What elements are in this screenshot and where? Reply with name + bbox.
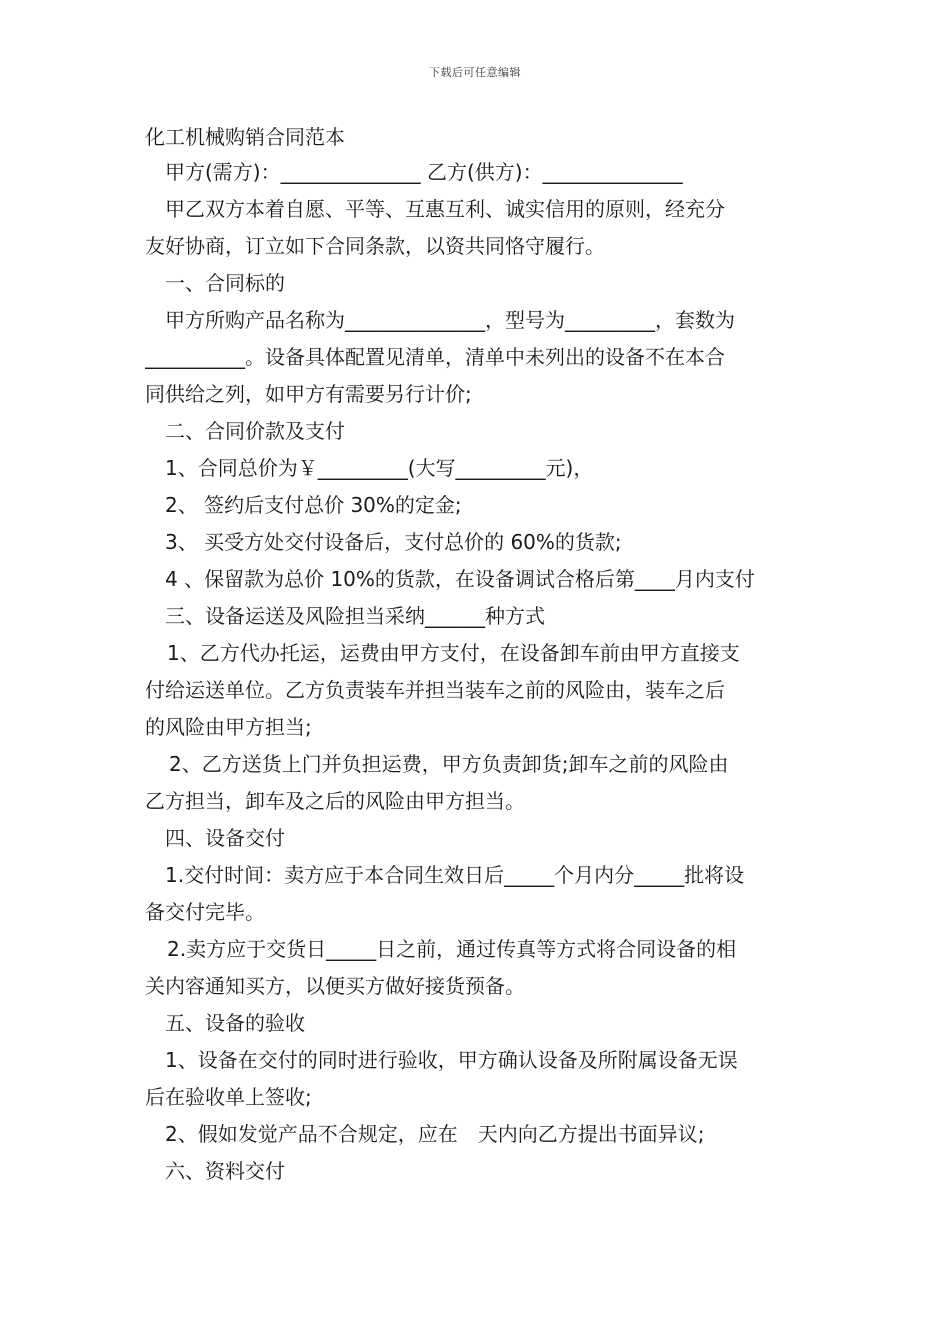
- clause-line: 2、 签约后支付总价 30%的定金;: [165, 493, 462, 517]
- clause-line: 2.卖方应于交货日_____日之前，通过传真等方式将合同设备的相: [167, 937, 737, 961]
- section-heading: 六、资料交付: [165, 1159, 285, 1183]
- clause-line: 1.交付时间：卖方应于本合同生效日后_____个月内分_____批将设: [165, 863, 745, 887]
- section-heading: 四、设备交付: [165, 826, 285, 850]
- contract-body: [145, 120, 810, 1190]
- paragraph-line: 关内容通知买方，以便买方做好接货预备。: [145, 974, 525, 998]
- section-heading: 三、设备运送及风险担当采纳______种方式: [165, 604, 545, 628]
- page-header-note: 下载后可任意编辑: [429, 66, 521, 79]
- document-title: 化工机械购销合同范本: [145, 125, 345, 149]
- paragraph-line: 同供给之列，如甲方有需要另行计价;: [145, 382, 472, 406]
- clause-line: 1、合同总价为￥_________(大写_________元)，: [165, 456, 594, 480]
- section-heading: 一、合同标的: [165, 271, 285, 295]
- paragraph-line: 友好协商，订立如下合同条款，以资共同恪守履行。: [145, 234, 605, 258]
- section-heading: 五、设备的验收: [165, 1011, 305, 1035]
- paragraph-line: 备交付完毕。: [145, 900, 265, 924]
- party-line: 甲方(需方)：______________ 乙方(供方)：______________: [165, 160, 683, 184]
- clause-line: 1、设备在交付的同时进行验收，甲方确认设备及所附属设备无误: [165, 1048, 738, 1072]
- paragraph-line: 后在验收单上签收;: [145, 1085, 312, 1109]
- clause-line: 2、乙方送货上门并负担运费，甲方负责卸货;卸车之前的风险由: [169, 752, 729, 776]
- paragraph-line: 付给运送单位。乙方负责装车并担当装车之前的风险由，装车之后: [145, 678, 725, 702]
- paragraph-line: 乙方担当，卸车及之后的风险由甲方担当。: [145, 789, 525, 813]
- clause-line: 3、 买受方处交付设备后，支付总价的 60%的货款;: [165, 530, 622, 554]
- paragraph-line: 的风险由甲方担当;: [145, 715, 312, 739]
- section-heading: 二、合同价款及支付: [165, 419, 345, 443]
- clause-line: 2、假如发觉产品不合规定，应在 天内向乙方提出书面异议;: [165, 1122, 705, 1146]
- paragraph-line: 甲方所购产品名称为______________，型号为_________，套数为: [165, 308, 735, 332]
- paragraph-line: 甲乙双方本着自愿、平等、互惠互利、诚实信用的原则，经充分: [165, 197, 725, 221]
- clause-line: 1、乙方代办托运，运费由甲方支付，在设备卸车前由甲方直接支: [167, 641, 740, 665]
- paragraph-line: __________。设备具体配置见清单，清单中未列出的设备不在本合: [145, 345, 725, 369]
- clause-line: 4 、保留款为总价 10%的货款，在设备调试合格后第____月内支付: [165, 567, 755, 591]
